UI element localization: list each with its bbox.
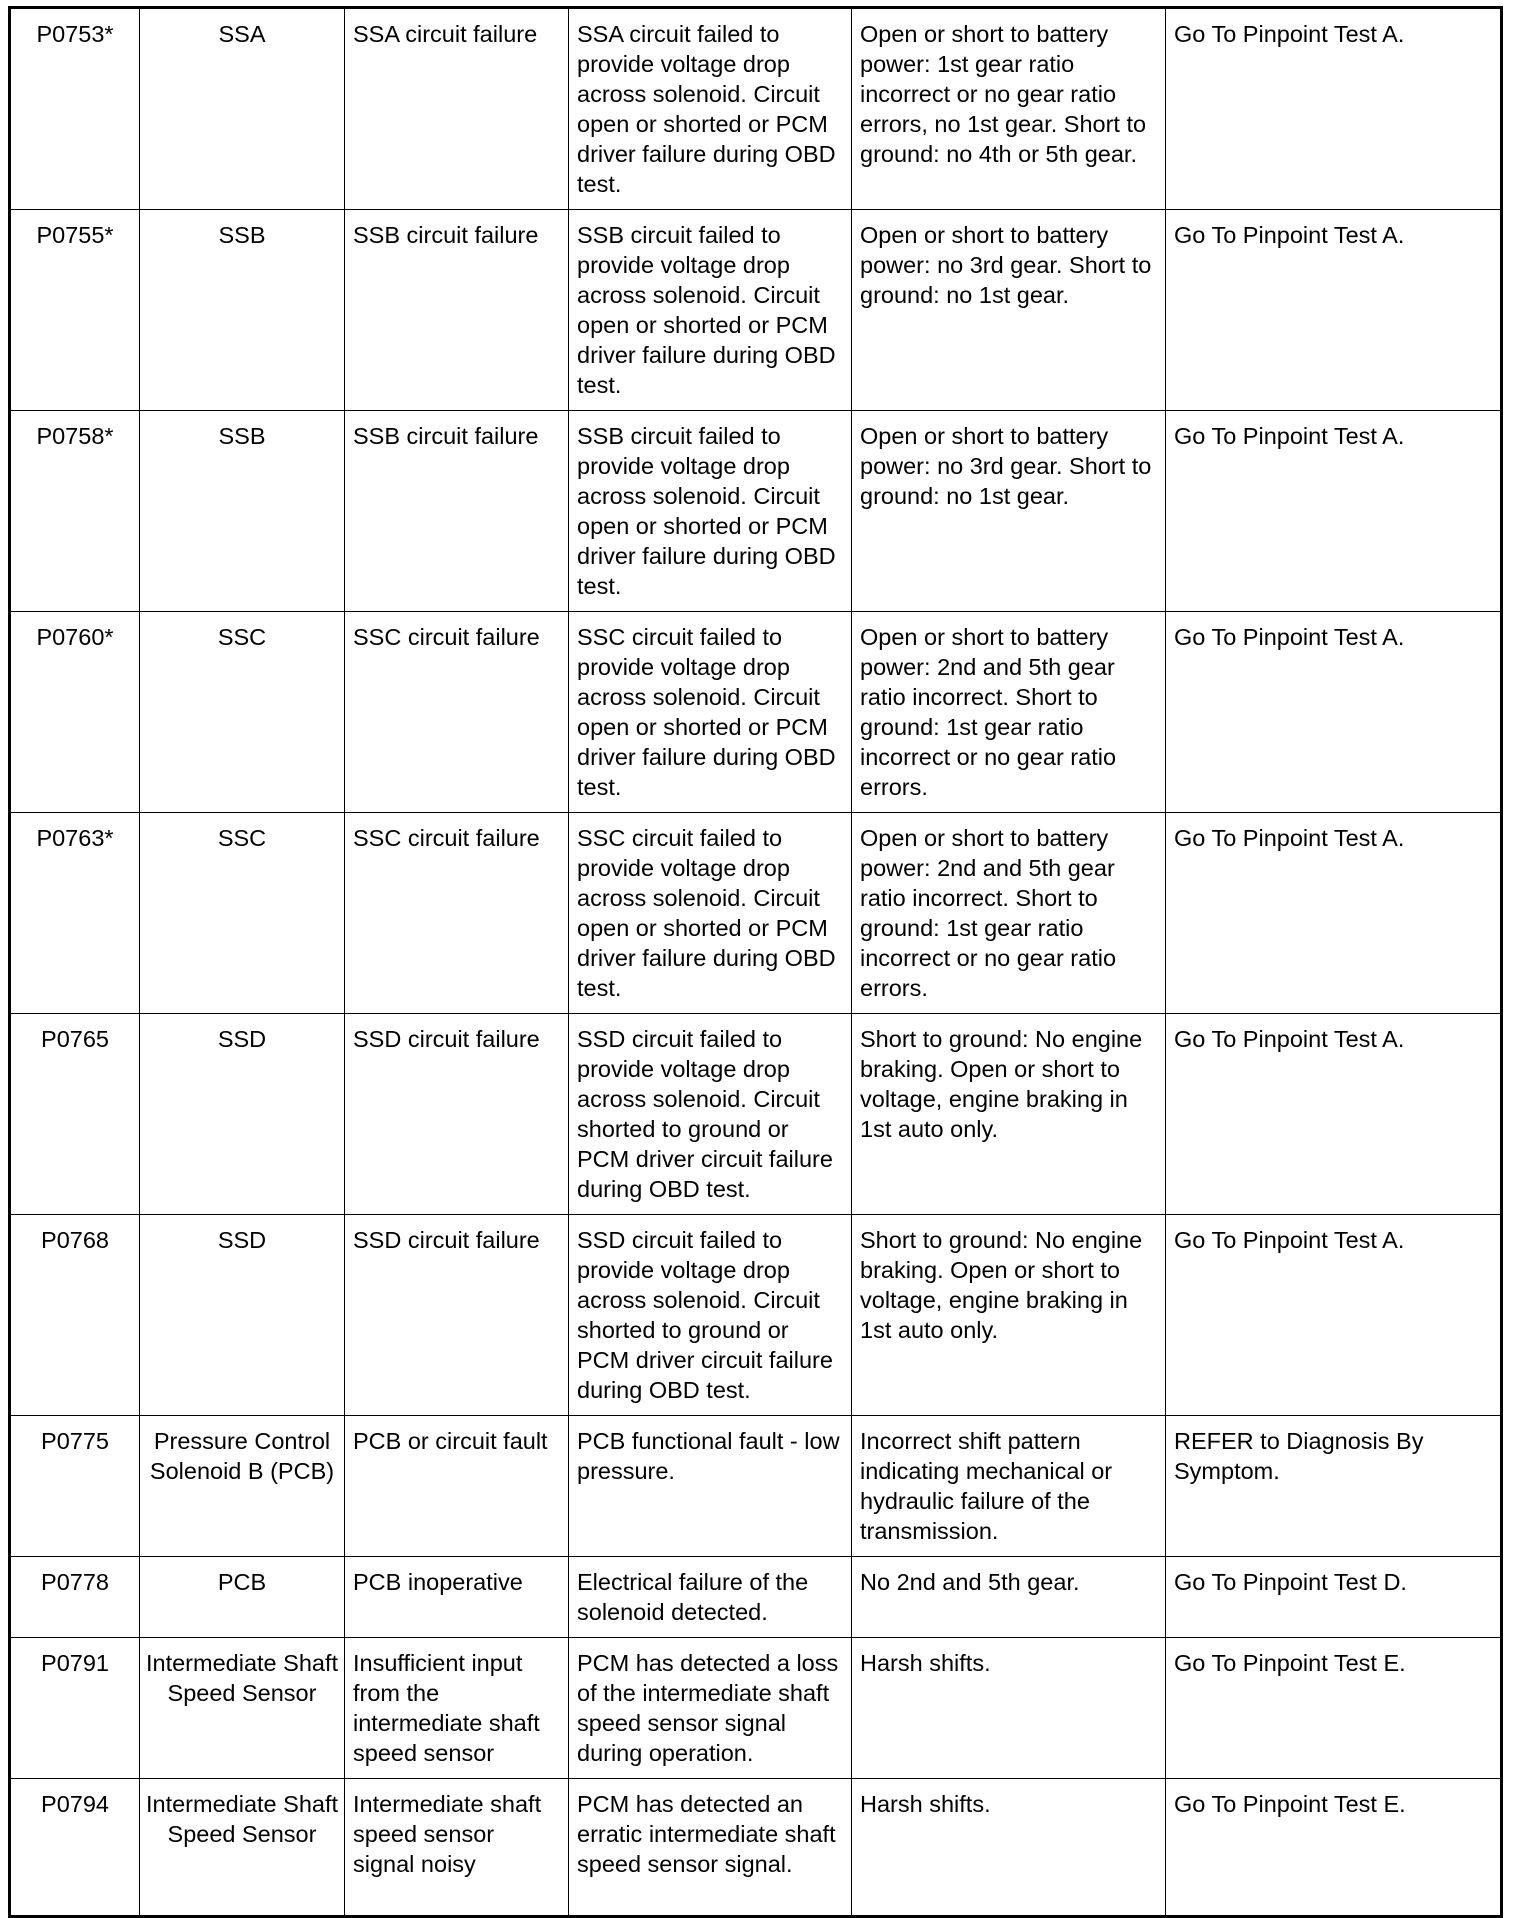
dtc-code-cell: P0763* [10, 813, 140, 1014]
dtc-code-cell: P0791 [10, 1638, 140, 1779]
table-row [10, 1779, 1502, 1917]
table-row [10, 1557, 1502, 1638]
description-cell: SSC circuit failure [345, 813, 569, 1014]
table-row [10, 8, 1502, 210]
description-cell: Insufficient input from the intermediate shaft speed sensor [345, 1638, 569, 1779]
component-cell: SSC [140, 813, 345, 1014]
condition-cell: SSD circuit failed to provide voltage drop across solenoid. Circuit shorted to ground or PCM driver circuit failure during OBD test. [569, 1014, 852, 1215]
symptom-cell: Open or short to battery power: no 3rd gear. Short to ground: no 1st gear. [852, 210, 1166, 411]
table-row [10, 411, 1502, 612]
component-cell: Intermediate Shaft Speed Sensor [140, 1638, 345, 1779]
description-cell: PCB or circuit fault [345, 1416, 569, 1557]
symptom-cell: Short to ground: No engine braking. Open or short to voltage, engine braking in 1st auto only. [852, 1215, 1166, 1416]
condition-cell: PCM has detected an erratic intermediate shaft speed sensor signal. [569, 1779, 852, 1917]
table-row [10, 1638, 1502, 1779]
table-row [10, 1215, 1502, 1416]
dtc-code-cell: P0794 [10, 1779, 140, 1917]
symptom-cell: Harsh shifts. [852, 1779, 1166, 1917]
table-row [10, 813, 1502, 1014]
action-cell: REFER to Diagnosis By Symptom. [1166, 1416, 1502, 1557]
table-row [10, 210, 1502, 411]
component-cell: SSD [140, 1014, 345, 1215]
component-cell: Pressure Control Solenoid B (PCB) [140, 1416, 345, 1557]
dtc-code-cell: P0760* [10, 612, 140, 813]
description-cell: SSC circuit failure [345, 612, 569, 813]
table-row [10, 1416, 1502, 1557]
symptom-cell: Harsh shifts. [852, 1638, 1166, 1779]
dtc-table-body [10, 8, 1502, 1917]
component-cell: SSD [140, 1215, 345, 1416]
component-cell: SSB [140, 411, 345, 612]
dtc-code-cell: P0758* [10, 411, 140, 612]
action-cell: Go To Pinpoint Test A. [1166, 1215, 1502, 1416]
description-cell: Intermediate shaft speed sensor signal noisy [345, 1779, 569, 1917]
symptom-cell: Open or short to battery power: 2nd and 5th gear ratio incorrect. Short to ground: 1st gear ratio incorrect or no gear ratio errors. [852, 612, 1166, 813]
condition-cell: SSC circuit failed to provide voltage drop across solenoid. Circuit open or shorted or PCM driver failure during OBD test. [569, 813, 852, 1014]
table-row [10, 612, 1502, 813]
action-cell: Go To Pinpoint Test A. [1166, 813, 1502, 1014]
dtc-table [8, 6, 1503, 1918]
symptom-cell: Incorrect shift pattern indicating mechanical or hydraulic failure of the transmission. [852, 1416, 1166, 1557]
dtc-code-cell: P0775 [10, 1416, 140, 1557]
dtc-code-cell: P0765 [10, 1014, 140, 1215]
component-cell: Intermediate Shaft Speed Sensor [140, 1779, 345, 1917]
symptom-cell: No 2nd and 5th gear. [852, 1557, 1166, 1638]
description-cell: SSD circuit failure [345, 1014, 569, 1215]
condition-cell: SSB circuit failed to provide voltage drop across solenoid. Circuit open or shorted or PCM driver failure during OBD test. [569, 210, 852, 411]
component-cell: PCB [140, 1557, 345, 1638]
description-cell: SSB circuit failure [345, 411, 569, 612]
condition-cell: SSA circuit failed to provide voltage drop across solenoid. Circuit open or shorted or PCM driver failure during OBD test. [569, 8, 852, 210]
dtc-code-cell: P0778 [10, 1557, 140, 1638]
action-cell: Go To Pinpoint Test E. [1166, 1638, 1502, 1779]
condition-cell: SSD circuit failed to provide voltage drop across solenoid. Circuit shorted to ground or PCM driver circuit failure during OBD test. [569, 1215, 852, 1416]
condition-cell: SSB circuit failed to provide voltage drop across solenoid. Circuit open or shorted or PCM driver failure during OBD test. [569, 411, 852, 612]
action-cell: Go To Pinpoint Test A. [1166, 1014, 1502, 1215]
action-cell: Go To Pinpoint Test A. [1166, 210, 1502, 411]
component-cell: SSA [140, 8, 345, 210]
symptom-cell: Open or short to battery power: no 3rd gear. Short to ground: no 1st gear. [852, 411, 1166, 612]
table-row [10, 1014, 1502, 1215]
symptom-cell: Open or short to battery power: 2nd and 5th gear ratio incorrect. Short to ground: 1st gear ratio incorrect or no gear ratio errors. [852, 813, 1166, 1014]
condition-cell: PCB functional fault - low pressure. [569, 1416, 852, 1557]
symptom-cell: Short to ground: No engine braking. Open or short to voltage, engine braking in 1st auto only. [852, 1014, 1166, 1215]
description-cell: SSB circuit failure [345, 210, 569, 411]
dtc-code-cell: P0755* [10, 210, 140, 411]
condition-cell: SSC circuit failed to provide voltage drop across solenoid. Circuit open or shorted or PCM driver failure during OBD test. [569, 612, 852, 813]
action-cell: Go To Pinpoint Test E. [1166, 1779, 1502, 1917]
action-cell: Go To Pinpoint Test A. [1166, 8, 1502, 210]
condition-cell: Electrical failure of the solenoid detected. [569, 1557, 852, 1638]
component-cell: SSC [140, 612, 345, 813]
action-cell: Go To Pinpoint Test A. [1166, 411, 1502, 612]
action-cell: Go To Pinpoint Test D. [1166, 1557, 1502, 1638]
description-cell: SSA circuit failure [345, 8, 569, 210]
action-cell: Go To Pinpoint Test A. [1166, 612, 1502, 813]
symptom-cell: Open or short to battery power: 1st gear ratio incorrect or no gear ratio errors, no 1st gear. Short to ground: no 4th or 5th gear. [852, 8, 1166, 210]
dtc-code-cell: P0753* [10, 8, 140, 210]
description-cell: PCB inoperative [345, 1557, 569, 1638]
dtc-code-cell: P0768 [10, 1215, 140, 1416]
component-cell: SSB [140, 210, 345, 411]
condition-cell: PCM has detected a loss of the intermediate shaft speed sensor signal during operation. [569, 1638, 852, 1779]
description-cell: SSD circuit failure [345, 1215, 569, 1416]
